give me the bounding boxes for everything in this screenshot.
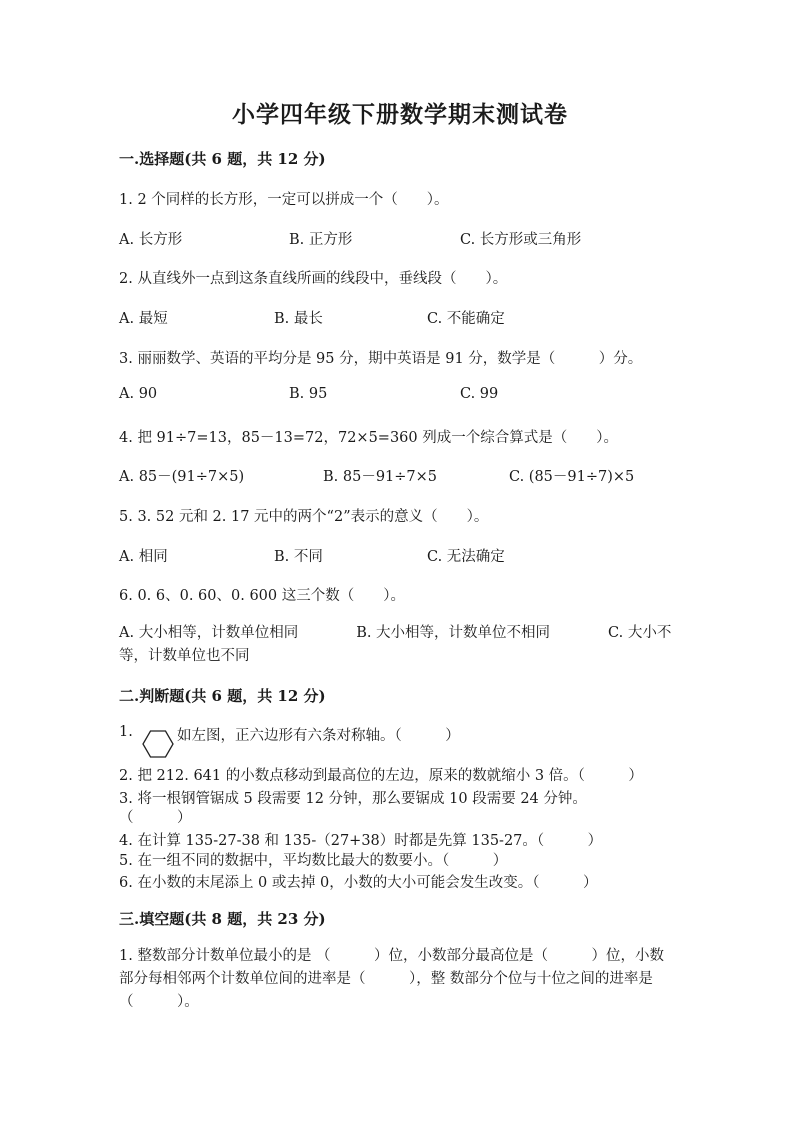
question-text: 3. 丽丽数学、英语的平均分是 95 分，期中英语是 91 分，数学是（ ）分。 [119,351,643,367]
option-c: C. 长方形或三角形 [460,232,582,248]
judge-statement: 4. 在计算 135-27-38 和 135-（27+38）时都是先算 135-27。（ ） [119,833,603,849]
judge-answer-blank: （ ） [119,810,192,826]
option-b: B. 不同 [274,549,323,565]
option-c: C. 无法确定 [427,549,505,565]
option-row [119,228,679,248]
option-a: A. 90 [119,386,158,402]
option-b: B. 正方形 [289,232,353,248]
option-row-wrapped: A. 大小相等，计数单位相同 B. 大小相等，计数单位不相同 C. 大小不等，计数单位也不同 [119,625,672,664]
question-text: 2. 从直线外一点到这条直线所画的线段中，垂线段（ ）。 [119,271,508,287]
hexagon-icon [142,728,174,760]
question-text: 1. 2 个同样的长方形，一定可以拼成一个（ ）。 [119,192,449,208]
option-b: B. 85－91÷7×5 [323,469,438,485]
option-b: B. 最长 [274,311,323,327]
option-a: A. 85－(91÷7×5) [119,469,245,485]
option-row [119,545,679,565]
option-c: C. 不能确定 [427,311,505,327]
option-c: C. (85－91÷7)×5 [509,469,635,485]
judge-number: 1. [119,724,133,740]
option-b: B. 95 [289,386,328,402]
option-a: A. 最短 [119,311,168,327]
question-text: 1. 整数部分计数单位最小的是 （ ）位，小数部分最高位是（ ）位，小数部分每相邻两个计数单位间的进率是（ ），整 数部分个位与十位之间的进率是（ ）。 [119,948,665,1010]
page-title: 小学四年级下册数学期末测试卷 [232,101,568,128]
judge-statement: 6. 在小数的末尾添上 0 或去掉 0，小数的大小可能会发生改变。（ ） [119,875,598,891]
option-a: A. 长方形 [119,232,183,248]
question-text: 5. 3. 52 元和 2. 17 元中的两个“2”表示的意义（ ）。 [119,509,489,525]
section-heading-fill: 三.填空题(共 8 题，共 23 分) [119,910,326,928]
judge-statement: 3. 将一根钢管锯成 5 段需要 12 分钟，那么要锯成 10 段需要 24 分钟。 [119,791,587,807]
option-a: A. 相同 [119,549,168,565]
judge-statement: 如左图，正六边形有六条对称轴。（ ） [177,728,460,744]
option-row [119,465,679,485]
judge-statement: 5. 在一组不同的数据中，平均数比最大的数要小。（ ） [119,853,508,869]
question-text: 6. 0. 6、0. 60、0. 600 这三个数（ ）。 [119,588,405,604]
judge-statement: 2. 把 212. 641 的小数点移动到最高位的左边，原来的数就缩小 3 倍。（ ） [119,768,643,784]
option-row [119,386,679,406]
section-heading-choice: 一.选择题(共 6 题，共 12 分) [119,150,326,168]
question-text: 4. 把 91÷7=13，85－13=72，72×5=360 列成一个综合算式是（ ）。 [119,430,618,446]
section-heading-judge: 二.判断题(共 6 题，共 12 分) [119,687,326,705]
option-c: C. 99 [460,386,499,402]
option-row [119,307,679,327]
